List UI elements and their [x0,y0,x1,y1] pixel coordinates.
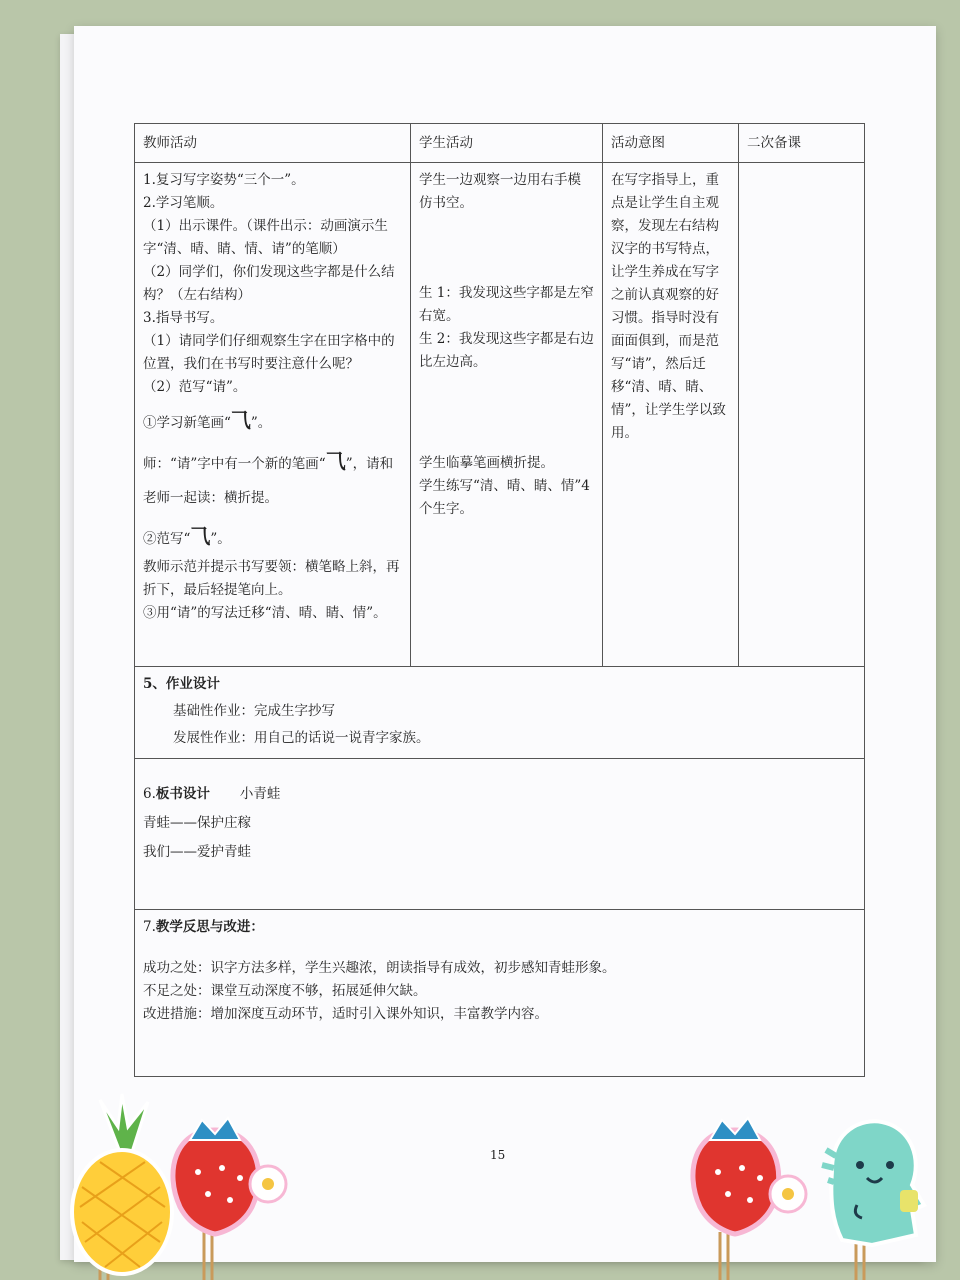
homework-title: 5、作业设计 [143,676,220,692]
teacher-line: 3.指导书写。 [143,310,224,326]
student-line: 学生练写“清、晴、睛、情”4 个生字。 [419,478,590,517]
header-teacher: 教师活动 [135,124,411,162]
board-title: 板书设计 [155,786,210,802]
model-suffix: ”。 [210,531,231,547]
reflection-cell [135,910,864,1076]
board-row [135,759,864,910]
reflection-measures: 改进措施：增加深度互动环节，适时引入课外知识，丰富教学内容。 [143,1006,548,1022]
intent-cell: 在写字指导上，重点是让学生自主观察，发现左右结构汉字的书写特点，让学生养成在写字之前认真观察的好习惯。指导时没有面面俱到，而是范写“请”，然后迁移“清、晴、睛、情”，让学生学以致用。 [603,163,739,666]
student-activity-cell [411,163,603,666]
reflection-num: 7. [143,919,156,935]
student-line: 生 2：我发现这些字都是右边比左边高。 [419,331,594,370]
homework-basic: 基础性作业：完成生字抄写 [173,703,335,719]
dinosaur-clip-icon [812,1110,932,1280]
teacher-line: 教师示范并提示书写要领：横笔略上斜，再折下，最后轻提笔向上。 [143,559,400,598]
page-number: 15 [490,1148,506,1162]
homework-cell [135,667,864,758]
teacher-line: （2）同学们，你们发现这些字都是什么结构？（左右结构） [143,264,395,303]
stroke-glyph: ⺄ [230,408,251,432]
reflection-shortfall: 不足之处：课堂互动深度不够，拓展延伸欠缺。 [143,983,427,999]
reflection-heading [143,916,856,939]
teacher-line: 1.复习写字姿势“三个一”。 [143,172,305,188]
teacher-line: （2）范写“请”。 [143,379,247,395]
teacher-line: （1）出示课件。（课件出示：动画演示生字“清、晴、睛、情、请”的笔顺） [143,218,388,257]
table-header-row [135,124,864,163]
model-line [143,519,402,556]
homework-extended: 发展性作业：用自己的话说一说青字家族。 [173,730,430,746]
header-student: 学生活动 [411,124,603,162]
intro-prefix: 师：“请”字中有一个新的笔画“ [143,456,326,472]
homework-row [135,667,864,759]
board-line: 青蛙——保护庄稼 [143,815,251,831]
new-stroke-suffix: ”。 [250,415,272,431]
board-subtitle: 小青蛙 [239,786,281,802]
student-line: 学生临摹笔画横折提。 [419,455,554,471]
reflection-row [135,910,864,1076]
student-line: 生 1：我发现这些字都是左窄右宽。 [419,285,594,324]
intro-line [143,444,402,515]
stroke-glyph: ⺄ [325,449,346,473]
board-cell [135,759,864,909]
student-line: 学生一边观察一边用右手模仿书空。 [419,172,581,211]
board-line: 我们——爱护青蛙 [143,844,251,860]
teacher-activity-cell [135,163,411,666]
activity-row [135,163,864,667]
stroke-glyph: ⺄ [190,524,211,548]
lesson-table [134,123,865,1077]
reflection-success: 成功之处：识字方法多样，学生兴趣浓，朗读指导有成效，初步感知青蛙形象。 [143,960,616,976]
new-stroke-line [143,403,402,440]
header-second-prep: 二次备课 [747,135,801,151]
board-heading [143,783,856,806]
reflection-title: 教学反思与改进： [155,919,264,935]
teacher-line: ③用“请”的写法迁移“清、晴、睛、情”。 [143,605,387,621]
header-intent: 活动意图 [603,124,739,162]
strawberry-clip-icon [160,1112,300,1280]
teacher-line: 2.学习笔顺。 [143,195,224,211]
new-stroke-prefix: ①学习新笔画“ [143,415,231,431]
model-prefix: ②范写“ [143,531,191,547]
intro-suffix: ”，请和老师一起读：横折提。 [143,456,394,506]
teacher-line: （1）请同学们仔细观察生字在田字格中的位置，我们在书写时要注意什么呢？ [143,333,395,372]
strawberry-clip-icon [680,1112,820,1280]
second-prep-cell [739,163,864,666]
board-num: 6. [143,786,156,802]
